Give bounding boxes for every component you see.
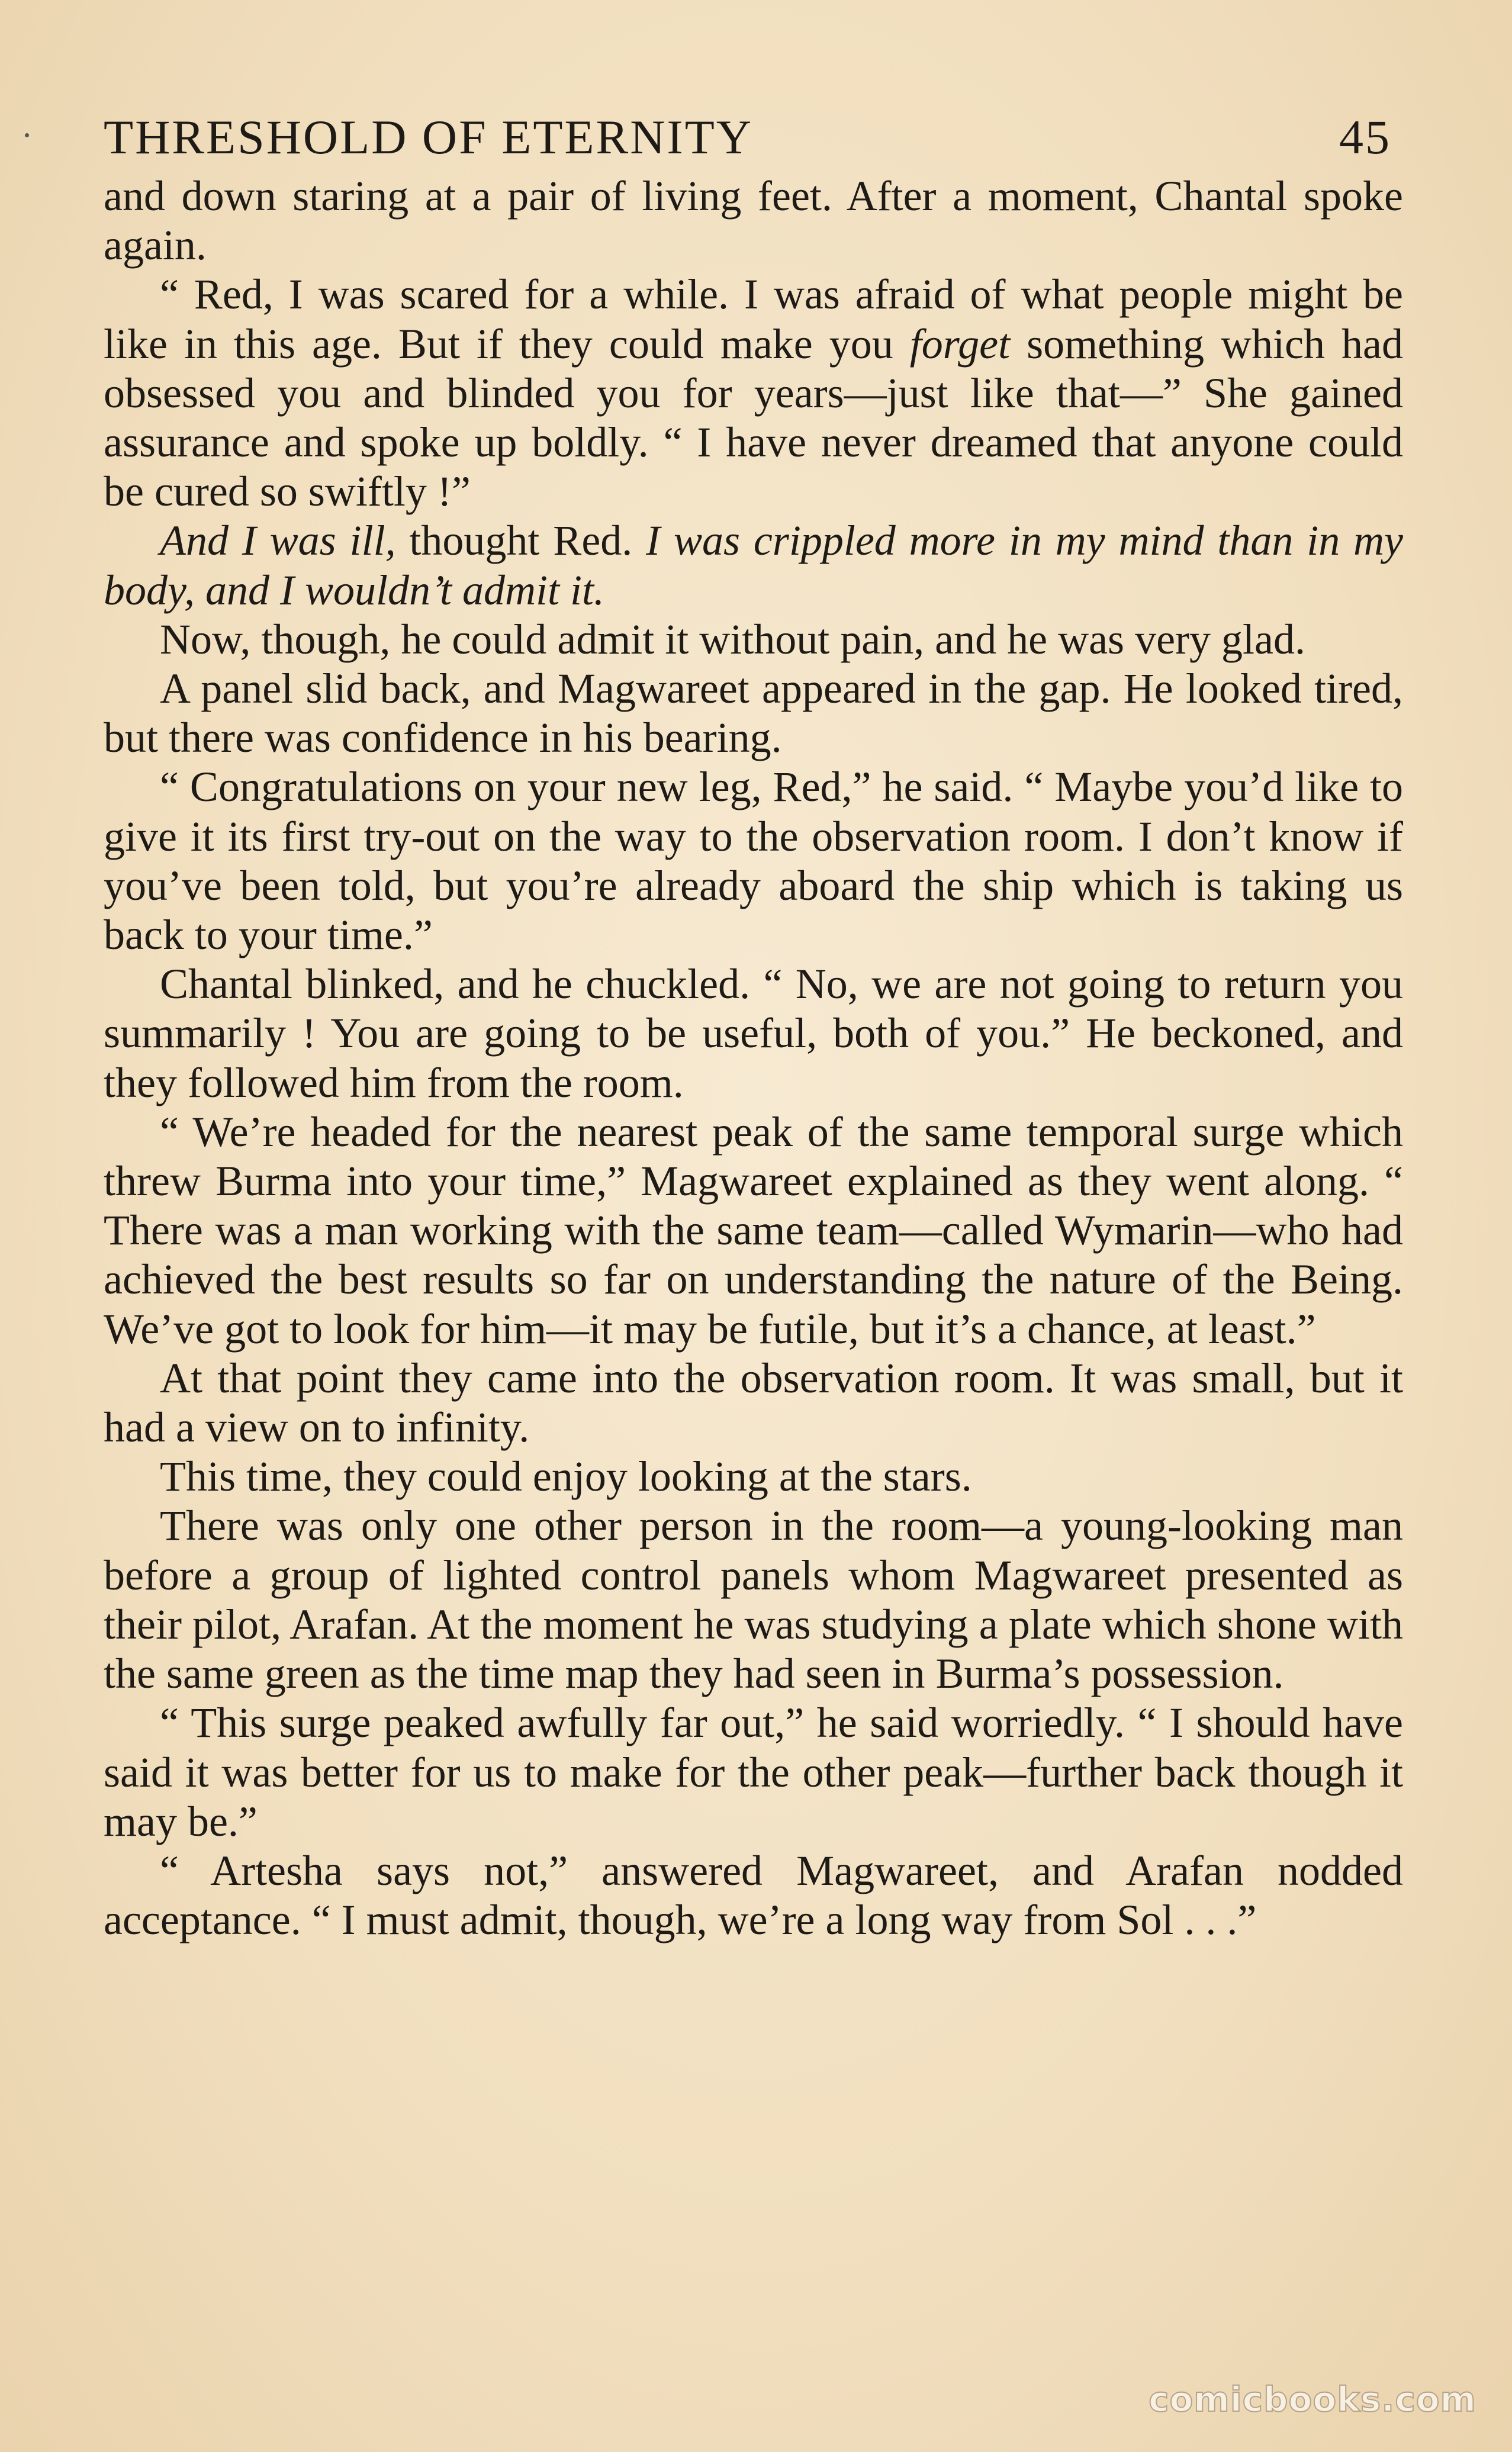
paragraph: At that point they came into the observation room. It was small, but it had a view on to infinity. [104, 1354, 1403, 1452]
paragraph: There was only one other person in the room—a young-looking man before a group of lighted control panels whom Magwareet presented as their pilot, Arafan. At the moment he was studying a plate which shone with the same green as the time map they had seen in Burma’s possession. [104, 1502, 1403, 1698]
running-title: THRESHOLD OF ETERNITY [104, 110, 754, 164]
italic-thought: And I was ill, [160, 517, 396, 565]
watermark: comicbooks.com [1149, 2379, 1476, 2419]
italic-thought: I was crippled more in my mind than in my body, and I wouldn’t admit it. [104, 517, 1403, 614]
print-speck [25, 133, 29, 137]
page-number: 45 [1339, 110, 1391, 164]
paragraph [104, 270, 1403, 516]
paragraph: “ We’re headed for the nearest peak of the same temporal surge which threw Burma into your time,” Magwareet explained as they went along. “ There was a man working with the same team—called Wymarin—who had achieved the best results so far on understanding the nature of the Being. We’ve got to look for him—it may be futile, but it’s a chance, at least.” [104, 1108, 1403, 1353]
book-page [104, 110, 1403, 1945]
paragraph: “ Congratulations on your new leg, Red,” he said. “ Maybe you’d like to give it its first try-out on the way to the observation room. I don’t know if you’ve been told, but you’re already aboard the ship which is taking us back to your time.” [104, 763, 1403, 959]
paragraph: and down staring at a pair of living feet. After a moment, Chantal spoke again. [104, 172, 1403, 269]
paragraph [104, 516, 1403, 614]
paragraph-text: thought Red. [395, 517, 646, 565]
paragraph-text: “ Red, I was scared for a while. I was afraid of what people might be like in this age. But if they could make you [104, 271, 1403, 368]
paragraph: This time, they could enjoy looking at the stars. [160, 1453, 972, 1501]
paragraph: Now, though, he could admit it without pain, and he was very glad. [160, 615, 1305, 663]
paragraph: Chantal blinked, and he chuckled. “ No, we are not going to return you summarily ! You are going to be useful, both of you.” He beckoned, and they followed him from the room. [104, 960, 1403, 1106]
running-header [104, 110, 1403, 172]
paragraph-text: something which had obsessed you and blinded you for years—just like that—” She gained assurance and spoke up boldly. “ I have never dreamed that anyone could be cured so swiftly !” [104, 320, 1404, 516]
paragraph: “ This surge peaked awfully far out,” he said worriedly. “ I should have said it was better for us to make for the other peak—further back though it may be.” [104, 1699, 1403, 1845]
paragraph: “ Artesha says not,” answered Magwareet, and Arafan nodded acceptance. “ I must admit, though, we’re a long way from Sol . . .” [104, 1846, 1403, 1944]
body-text [104, 172, 1403, 1945]
italic-word: forget [909, 320, 1011, 368]
paragraph: A panel slid back, and Magwareet appeared in the gap. He looked tired, but there was confidence in his bearing. [104, 665, 1403, 762]
